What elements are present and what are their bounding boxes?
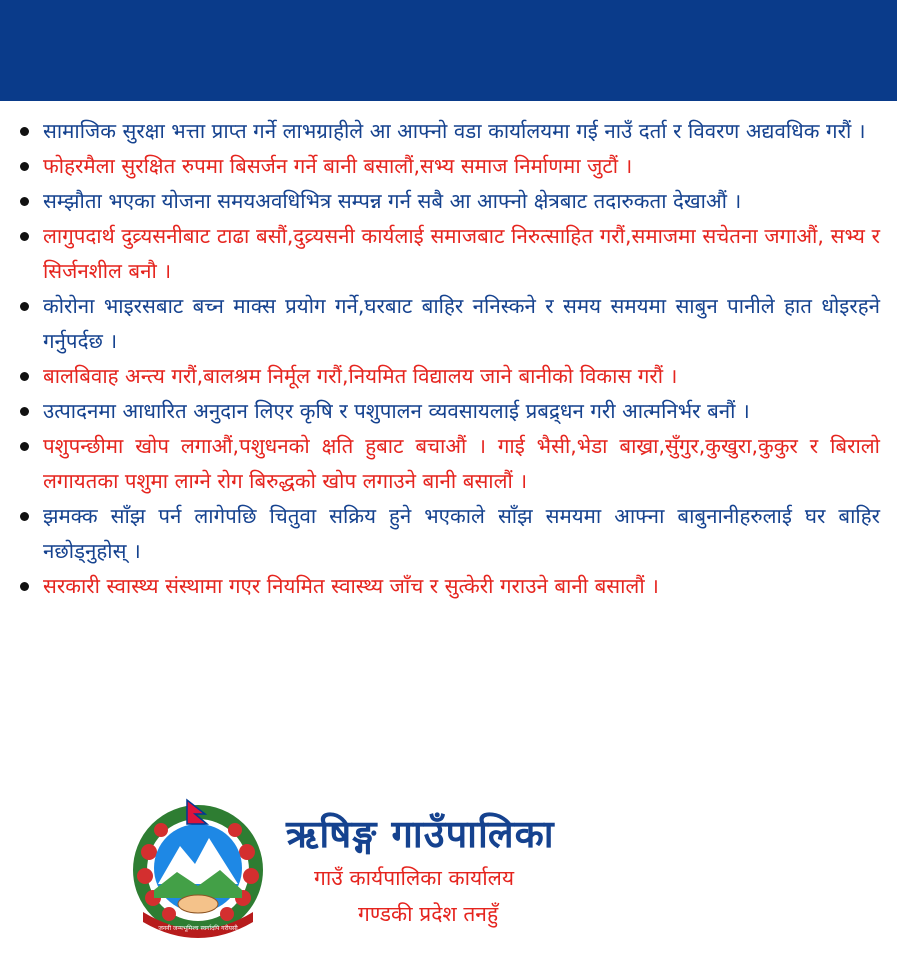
notice-text: सामाजिक सुरक्षा भत्ता प्राप्त गर्ने लाभग्राहीले आ आफ्नो वडा कार्यालयमा गई नाउँ दर्ता र विवरण अद्यवधिक गरौं । <box>43 119 866 143</box>
bullet-icon <box>20 197 29 206</box>
nepal-government-emblem-icon <box>125 794 271 940</box>
notice-text: फोहरमैला सुरक्षित रुपमा बिसर्जन गर्ने बानी बसालौं,सभ्य समाज निर्माणमा जुटौं । <box>43 154 633 178</box>
notice-item <box>20 499 880 569</box>
bullet-icon <box>20 407 29 416</box>
notice-text: उत्पादनमा आधारित अनुदान लिएर कृषि र पशुपालन व्यवसायलाई प्रबद्र्धन गरी आत्मनिर्भर बनौं । <box>43 399 750 423</box>
notice-text: कोरोना भाइरसबाट बच्न माक्स प्रयोग गर्ने,घरबाट बाहिर ननिस्कने र समय समयमा साबुन पानीले हात धोइरहने गर्नुपर्दछ । <box>43 294 880 353</box>
notice-text: लागुपदार्थ दुव्र्यसनीबाट टाढा बसौं,दुव्र्यसनी कार्यलाई समाजबाट निरुत्साहित गरौं,समाजमा सचेतना जगाऔं, सभ्य र सिर्जनशील बनौ । <box>43 224 880 283</box>
notice-item <box>20 219 880 289</box>
notice-item <box>20 359 880 394</box>
notice-list <box>20 114 880 604</box>
bullet-icon <box>20 302 29 311</box>
notice-item <box>20 394 880 429</box>
bullet-icon <box>20 582 29 591</box>
svg-text:जननी जन्मभूमिश्च स्वर्गादपि गर: जननी जन्मभूमिश्च स्वर्गादपि गरीयसी <box>158 925 238 932</box>
notice-item <box>20 569 880 604</box>
notice-item <box>20 114 880 149</box>
municipality-name: ऋषिङ्ग गाउँपालिका <box>286 812 555 856</box>
office-name: गाउँ कार्यपालिका कार्यालय <box>314 866 515 890</box>
notice-text: झमक्क साँझ पर्न लागेपछि चितुवा सक्रिय हुने भएकाले साँझ समयमा आफ्ना बाबुनानीहरुलाई घर बाहिर नछोड्नुहोस् । <box>43 504 880 563</box>
bullet-icon <box>20 162 29 171</box>
province-name: गण्डकी प्रदेश तनहुँ <box>358 902 499 926</box>
notice-text: पशुपन्छीमा खोप लगाऔं,पशुधनको क्षति हुबाट बचाऔं । गाई भैसी,भेडा बाख्रा,सुँगुर,कुखुरा,कुकुर र बिरालो लगायतका पशुमा लाग्ने रोग बिरुद्धको खोप लगाउने बानी बसालौं । <box>43 434 880 493</box>
notice-text: सरकारी स्वास्थ्य संस्थामा गएर नियमित स्वास्थ्य जाँच र सुत्केरी गराउने बानी बसालौं । <box>43 574 659 598</box>
bullet-icon <box>20 372 29 381</box>
footer <box>0 792 897 960</box>
bullet-icon <box>20 232 29 241</box>
bullet-icon <box>20 512 29 521</box>
bullet-icon <box>20 442 29 451</box>
notice-item <box>20 429 880 499</box>
notice-text: सम्झौता भएका योजना समयअवधिभित्र सम्पन्न गर्न सबै आ आफ्नो क्षेत्रबाट तदारुकता देखाऔं । <box>43 189 742 213</box>
notice-text: बालबिवाह अन्त्य गरौं,बालश्रम निर्मूल गरौं,नियमित विद्यालय जाने बानीको विकास गरौं । <box>43 364 678 388</box>
bullet-icon <box>20 127 29 136</box>
top-banner <box>0 0 897 101</box>
notice-item <box>20 149 880 184</box>
notice-item <box>20 184 880 219</box>
notice-item <box>20 289 880 359</box>
